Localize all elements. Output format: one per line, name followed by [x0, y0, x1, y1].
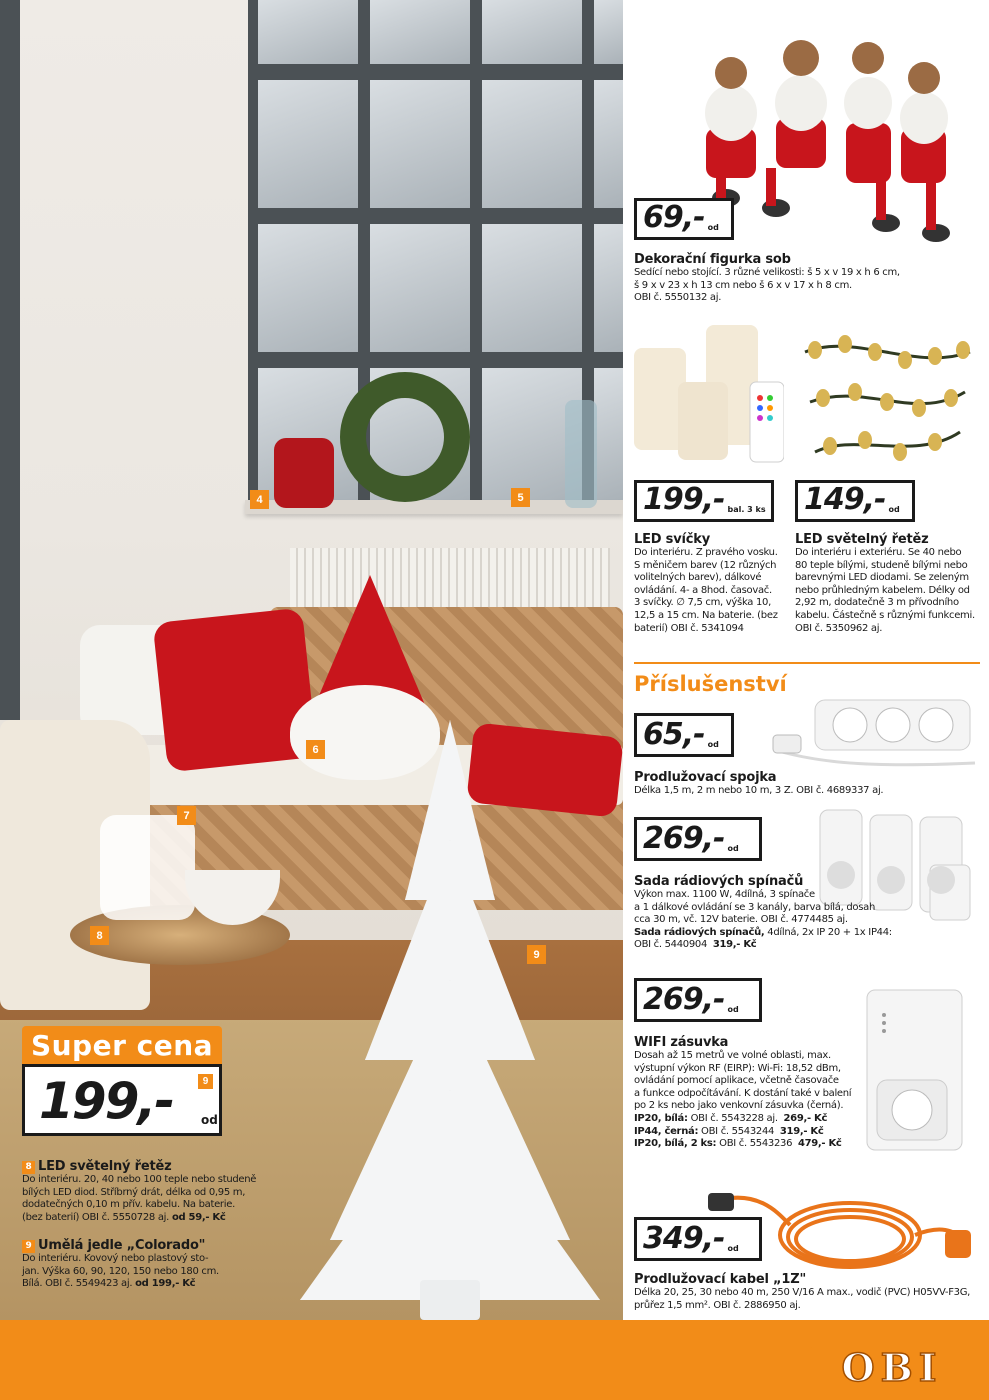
price-value: 199,-: [643, 482, 725, 517]
glass-vase: [565, 400, 597, 508]
product-line: OBI č. 5550132 aj.: [634, 292, 722, 304]
red-lantern: [274, 438, 334, 508]
product-line: baterií) OBI č. 5341094: [634, 622, 744, 634]
item-line: Bílá. OBI č. 5549423 aj.: [22, 1278, 133, 1290]
product-line: OBI č. 5350962 aj.: [795, 622, 883, 634]
product-line: Délka 20, 25, 30 nebo 40 m, 250 V/16 A max., vodič (PVC) H05VV-F3G,: [634, 1287, 971, 1298]
price-suffix: od: [727, 1244, 739, 1253]
super-price-box: [22, 1064, 222, 1136]
product-line: ovládání pomocí aplikace, včetně časovače: [634, 1075, 839, 1087]
price-kabel: [634, 1217, 762, 1261]
product-line: výstupní výkon RF (EIRP): Wi-Fi: 18,52 dBm,: [634, 1062, 841, 1074]
item-price-note: od 59,- Kč: [171, 1211, 226, 1223]
super-price-value: 199,-: [39, 1072, 174, 1130]
price-value: 65,-: [643, 717, 705, 752]
product-line: S měničem barev (12 různých: [634, 559, 777, 571]
white-christmas-tree: [300, 720, 600, 1320]
product-spinace: [634, 874, 980, 952]
lantern: [100, 815, 195, 920]
product-line: barevnými LED diodami. Se zeleným: [795, 572, 969, 584]
product-title: Prodlužovací kabel „1Z": [634, 1272, 807, 1287]
product-title: WIFI zásuvka: [634, 1035, 729, 1050]
product-line: 80 teple bílými, studeně bílými nebo: [795, 559, 968, 571]
left-window-frame: [0, 0, 20, 720]
variant-label: IP20, bílá, 2 ks:: [634, 1138, 717, 1150]
item-badge: 9: [22, 1240, 35, 1253]
item-price-note: od 199,- Kč: [135, 1278, 196, 1290]
product-line: průřez 1,5 mm². OBI č. 2886950 aj.: [634, 1299, 801, 1311]
variant-label: IP20, bílá:: [634, 1112, 688, 1124]
product-line: 2,92 m, dodatečně 3 m přívodního: [795, 597, 959, 609]
item-tag: 6: [306, 740, 325, 759]
price-value: 269,-: [643, 982, 725, 1017]
super-badge: 9: [198, 1074, 213, 1089]
product-kabel: [634, 1272, 980, 1312]
price-spinace: [634, 817, 762, 861]
product-wifi: [634, 1035, 864, 1151]
item-tag: 8: [90, 926, 109, 945]
item-title: Umělá jedle „Colorado": [38, 1238, 206, 1253]
price-value: 269,-: [643, 821, 725, 856]
product-line: po 2 ks nebo jako venkovní zásuvka (černá).: [634, 1100, 844, 1112]
price-value: 69,-: [643, 200, 705, 235]
product-svicky: [634, 532, 792, 635]
obi-logo: [808, 1347, 976, 1389]
left-item-tree: [22, 1238, 312, 1291]
item-title: LED světelný řetěz: [38, 1159, 172, 1174]
led-candles-image: [634, 320, 784, 470]
variant-code: OBI č. 5543236: [719, 1138, 793, 1150]
led-light-chain-image: [795, 312, 980, 472]
item-line: dodatečných 0,10 m přív. kabelu. Na baterie.: [22, 1199, 235, 1211]
price-value: 349,-: [643, 1221, 725, 1256]
item-tag: 9: [527, 945, 546, 964]
item-line: Do interiéru. Kovový nebo plastový sto-: [22, 1253, 209, 1264]
product-line: a 1 dálkové ovládání se 3 kanály, barva bílá, dosah: [634, 901, 876, 913]
product-line: Délka 1,5 m, 2 m nebo 10 m, 3 Z. OBI č. 4689337 aj.: [634, 785, 884, 796]
super-price-label: Super cena: [22, 1026, 222, 1064]
price-sob: [634, 198, 734, 240]
product-line: ovládání. 4- a 8hod. časovač.: [634, 584, 772, 596]
product-line: volitelných barev), dálkové: [634, 572, 762, 584]
variant-label: IP44, černá:: [634, 1125, 699, 1137]
price-wifi: [634, 978, 762, 1022]
product-spojka: [634, 770, 980, 798]
price-suffix: od: [888, 505, 900, 514]
product-line: Výkon max. 1100 W, 4dílná, 3 spínače: [634, 889, 815, 900]
item-tag: 5: [511, 488, 530, 507]
extension-socket-image: [765, 695, 980, 775]
variant-code: OBI č. 5543228 aj.: [690, 1112, 778, 1124]
product-line: Do interiéru. Z pravého vosku.: [634, 547, 778, 558]
product-line: Sedící nebo stojící. 3 různé velikosti: š 5 x v 19 x h 6 cm,: [634, 267, 900, 278]
section-divider: [634, 662, 980, 664]
product-extra-price: 319,- Kč: [712, 939, 757, 951]
product-extra-bold: Sada rádiových spínačů,: [634, 926, 765, 938]
section-title: Příslušenství: [634, 672, 787, 696]
product-line: 12,5 a 15 cm. Na baterie. (bez: [634, 609, 778, 621]
price-suffix: od: [707, 223, 719, 232]
item-line: jan. Výška 60, 90, 120, 150 nebo 180 cm.: [22, 1265, 219, 1277]
product-line: 3 svíčky. ∅ 7,5 cm, výška 10,: [634, 597, 771, 609]
product-title: Dekorační figurka sob: [634, 252, 791, 267]
product-title: Prodlužovací spojka: [634, 770, 777, 785]
obi-logo-text: OBI: [841, 1347, 943, 1389]
item-badge: 8: [22, 1161, 35, 1174]
product-line: Dosah až 15 metrů ve volné oblasti, max.: [634, 1050, 831, 1061]
price-svicky: [634, 480, 774, 522]
price-value: 149,-: [804, 482, 886, 517]
variant-price: 319,- Kč: [779, 1125, 824, 1137]
variant-code: OBI č. 5543244: [701, 1125, 775, 1137]
price-suffix: od: [727, 844, 739, 853]
item-tag: 4: [250, 490, 269, 509]
product-line: š 9 x v 23 x h 13 cm nebo š 6 x v 17 x h 8 cm.: [634, 279, 852, 291]
product-line: cca 30 m, vč. 12V baterie. OBI č. 4774485 aj.: [634, 914, 848, 926]
variant-price: 269,- Kč: [783, 1112, 828, 1124]
product-extra: 4dílná, 2x IP 20 + 1x IP44:: [764, 926, 892, 938]
price-spojka: [634, 713, 734, 757]
price-suffix: od: [727, 1005, 739, 1014]
product-title: LED svíčky: [634, 532, 710, 547]
product-sob: [634, 252, 974, 305]
super-price-suffix: od: [201, 1113, 218, 1127]
variant-price: 479,- Kč: [797, 1138, 842, 1150]
item-tag: 7: [177, 806, 196, 825]
price-suffix: bal. 3 ks: [727, 505, 766, 514]
wreath: [340, 372, 470, 502]
product-title: LED světelný řetěz: [795, 532, 929, 547]
product-retez: [795, 532, 980, 635]
item-line: bílých LED diod. Stříbrný drát, délka od 0,95 m,: [22, 1186, 246, 1198]
left-item-led-chain: [22, 1159, 312, 1224]
wifi-socket-image: [862, 985, 972, 1155]
price-retez: [795, 480, 915, 522]
product-line: Do interiéru i exteriéru. Se 40 nebo: [795, 547, 962, 558]
item-line: (bez baterií) OBI č. 5550728 aj.: [22, 1211, 170, 1223]
product-line: nebo průhledným kabelem. Délky od: [795, 584, 970, 596]
product-extra-code: OBI č. 5440904: [634, 939, 708, 951]
product-line: kabelu. Částečně s různými funkcemi.: [795, 609, 975, 621]
price-suffix: od: [707, 740, 719, 749]
product-title: Sada rádiových spínačů: [634, 874, 804, 889]
item-line: Do interiéru. 20, 40 nebo 100 teple nebo studeně: [22, 1174, 257, 1185]
product-line: a funkce odpočítávání. K dostání také v balení: [634, 1087, 852, 1099]
